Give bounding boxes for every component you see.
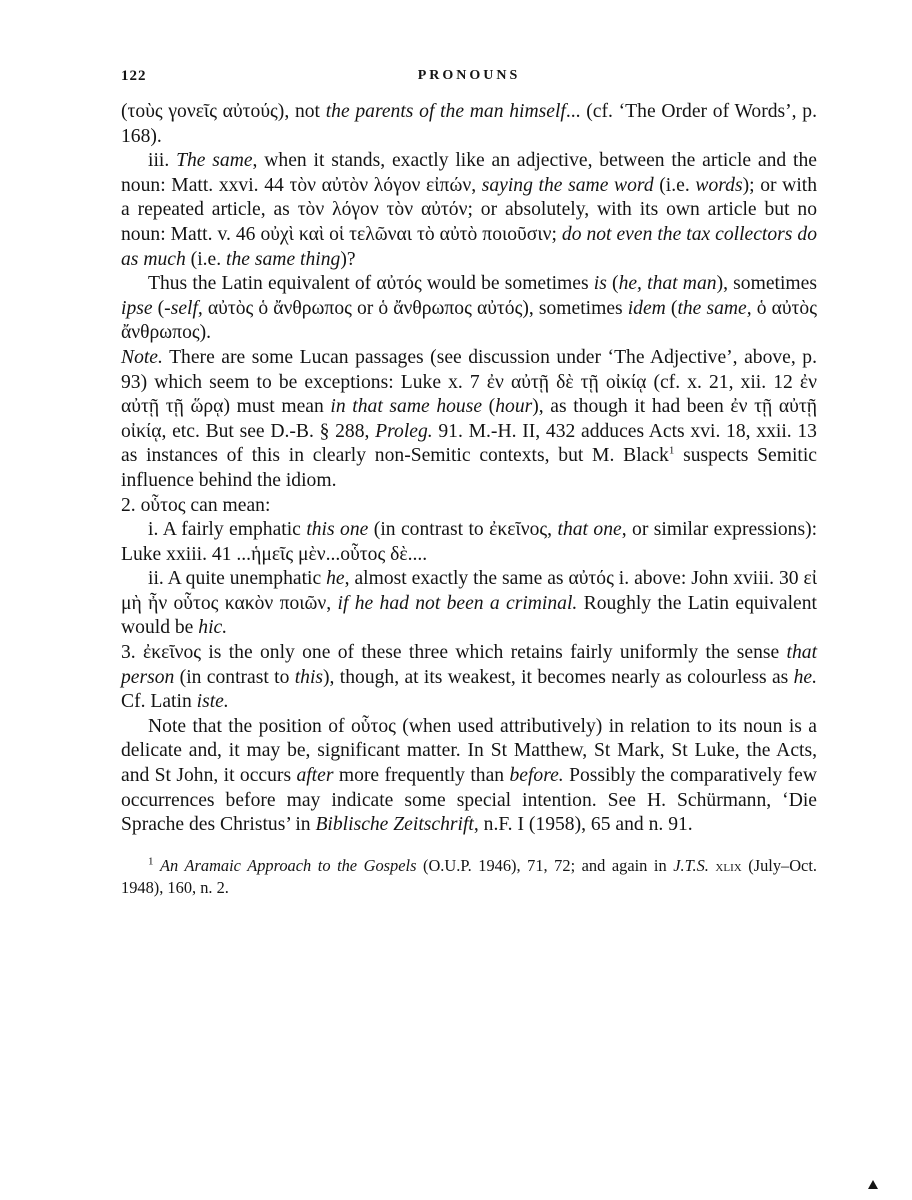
- footnote-reference: 1: [668, 444, 675, 457]
- footnote-marker: 1: [148, 855, 154, 868]
- greek-phrase: αὐτός: [568, 568, 614, 590]
- greek-phrase: οὗτος δὲ: [340, 543, 408, 565]
- greek-phrase: τὸν αὐτὸν λόγον εἰπών: [289, 174, 472, 196]
- page-number: 122: [121, 68, 147, 84]
- paragraph-ii-unemphatic: ii. A quite unemphatic he, almost exactly the same as αὐτός i. above: John xviii. 30 εἰ μὴ ἦν οὗτος κακὸν ποιῶν, if he had not been a criminal. Roughly the Latin equivalent would be hic.: [121, 568, 817, 639]
- running-title: PRONOUNS: [417, 68, 521, 83]
- body-text: [121, 100, 817, 899]
- greek-phrase: οὗτος: [350, 715, 396, 737]
- greek-phrase: ἐκεῖνος: [489, 519, 548, 541]
- greek-phrase: οὐχὶ καὶ οἱ τελῶναι τὸ αὐτὸ ποιοῦσιν;: [260, 223, 557, 245]
- greek-phrase: ἐκεῖνος: [143, 642, 202, 664]
- greek-phrase: τὸν λόγον τὸν αὐτόν: [297, 199, 468, 221]
- paragraph-houtos-heading: 2. οὗτος can mean:: [121, 494, 271, 516]
- running-head: [121, 68, 817, 88]
- paragraph-latin-equivalent: Thus the Latin equivalent of αὐτός would be sometimes is (he, that man), sometimes ipse (-self, αὐτὸς ὁ ἄνθρωπος or ὁ ἄνθρωπος αὐτός), sometimes idem (the same, ὁ αὐτὸς ἄνθρωπος).: [121, 273, 817, 344]
- footnote: $^1$ An Aramaic Approach to the Gospels (O.U.P. 1946), 71, 72; and again in J.T.S. xlix (July–Oct. 1948), 160, n. 2.: [121, 855, 817, 897]
- page-corner-mark: [868, 1180, 878, 1189]
- paragraph-ekeinos: 3. ἐκεῖνος is the only one of these three which retains fairly uniformly the sense that person (in contrast to this), though, at its weakest, it becomes nearly as colourless as he. Cf. Latin iste.: [121, 642, 818, 713]
- greek-phrase: εἰ μὴ ἦν οὗτος κακὸν ποιῶν: [121, 568, 817, 614]
- paragraph-note-lucan: Note. There are some Lucan passages (see discussion under ‘The Adjective’, above, p. 93) which seem to be exceptions: Luke x. 7 ἐν αὐτῇ δὲ τῇ οἰκίᾳ (cf. x. 21, xii. 12 ἐν αὐτῇ τῇ ὥρᾳ) must mean in that same house (hour), as though it had been ἐν τῇ αὐτῇ οἰκίᾳ, etc. But see D.-B. § 288, Proleg. 91. M.-H. II, 432 adduces Acts xvi. 18, xxii. 13 as instances of this in clearly non-Semitic contexts, but M. Black$^1$ suspects Semitic influence behind the idiom.: [121, 346, 818, 491]
- paragraph-continuation: (τοὺς γονεῖς αὐτούς), not the parents of the man himself... (cf. ‘The Order of Words’, p. 168).: [121, 101, 817, 147]
- greek-phrase: ἡμεῖς μὲν: [251, 543, 326, 565]
- greek-phrase: αὐτός: [376, 273, 422, 295]
- greek-phrase: οὗτος: [140, 494, 186, 516]
- greek-phrase: ἐν αὐτῇ δὲ τῇ οἰκίᾳ: [486, 371, 647, 393]
- greek-phrase: αὐτὸς ὁ ἄνθρωπος: [207, 297, 352, 319]
- italic-gloss: the parents of the man himself: [325, 101, 566, 122]
- paragraph-iii-the-same: iii. The same, when it stands, exactly like an adjective, between the article and the noun: Matt. xxvi. 44 τὸν αὐτὸν λόγον εἰπών, saying the same word (i.e. words); or with a repeated article, as τὸν λόγον τὸν αὐτόν; or absolutely, with its own article but no noun: Matt. v. 46 οὐχὶ καὶ οἱ τελῶναι τὸ αὐτὸ ποιοῦσιν; do not even the tax collectors do as much (i.e. the same thing)?: [121, 150, 817, 270]
- greek-phrase: ὁ αὐτὸς ἄνθρωπος: [121, 297, 817, 344]
- greek-phrase: ἐν αὐτῇ τῇ ὥρᾳ: [121, 371, 818, 418]
- paragraph-i-emphatic: i. A fairly emphatic this one (in contrast to ἐκεῖνος, that one, or similar expressions): Luke xxiii. 41 ...ἡμεῖς μὲν...οὗτος δὲ....: [121, 519, 818, 565]
- greek-phrase: ἐν τῇ αὐτῇ οἰκίᾳ: [121, 396, 817, 442]
- greek-phrase: (τοὺς γονεῖς αὐτούς): [121, 101, 285, 122]
- greek-phrase: ὁ ἄνθρωπος αὐτός: [378, 297, 523, 319]
- paragraph-position-of-houtos: Note that the position of οὗτος (when used attributively) in relation to its noun is a delicate and, it may be, significant matter. In St Matthew, St Mark, St Luke, the Acts, and St John, it occurs after more frequently than before. Possibly the comparatively few occurrences before may indicate some special intention. See H. Schürmann, ‘Die Sprache des Christus’ in Biblische Zeitschrift, n.F. I (1958), 65 and n. 91.: [121, 715, 818, 836]
